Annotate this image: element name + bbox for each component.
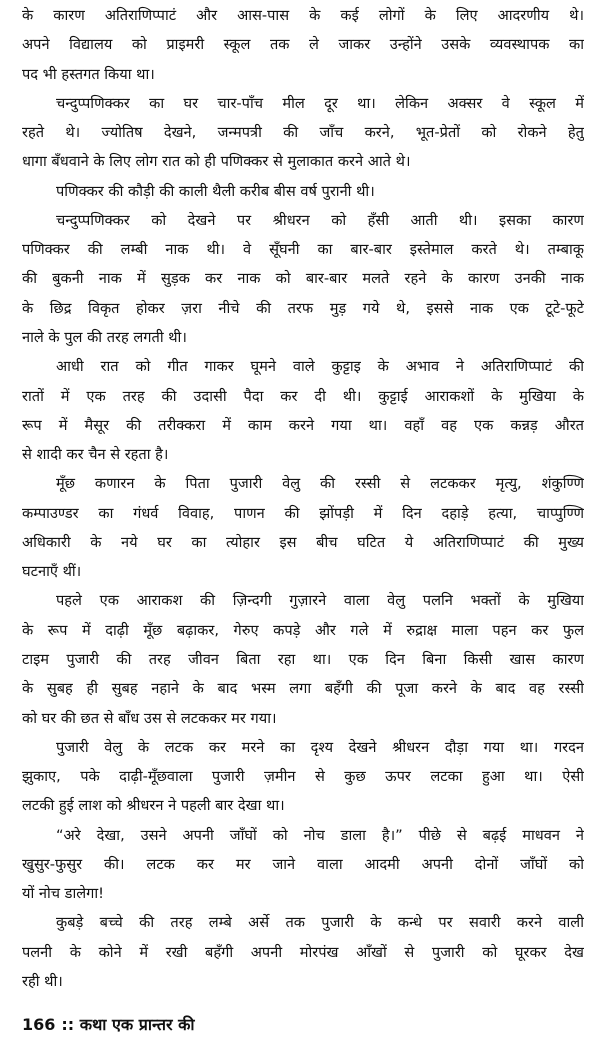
text-line: “अरे देखा, उसने अपनी जाँघों को नोच डाला है।” पीछे से बढ़ई माधवन ने bbox=[56, 827, 584, 844]
text-line: मूँछ कणारन के पिता पुजारी वेलु की रस्सी से लटककर मृत्यु, शंकुण्णि bbox=[56, 475, 584, 492]
text-line: चन्दुप्पणिक्कर का घर चार-पाँच मील दूर था। लेकिन अक्सर वे स्कूल में bbox=[56, 95, 584, 112]
text-line: के छिद्र विकृत होकर ज़रा नीचे की तरफ मुड़ गये थे, इससे नाक एक टूटे-फूटे bbox=[22, 300, 584, 317]
text-line: घटनाएँ थीं। bbox=[22, 563, 82, 580]
text-line: पणिक्कर की कौड़ी की काली थैली करीब बीस वर्ष पुरानी थी। bbox=[56, 183, 375, 200]
text-line: के सुबह ही सुबह नहाने के बाद भस्म लगा बहँगी की पूजा करने के बाद वह रस्सी bbox=[22, 680, 584, 697]
text-line: आधी रात को गीत गाकर घूमने वाले कुट्टाइ के अभाव ने अतिराणिप्पाटं की bbox=[56, 358, 584, 375]
text-line: यों नोच डालेगा! bbox=[22, 885, 104, 902]
text-line: रातों में एक तरह की उदासी पैदा कर दी थी। कुट्टाई आराकशों के मुखिया के bbox=[22, 388, 584, 405]
text-line: पद भी हस्तगत किया था। bbox=[22, 66, 155, 83]
page-number: 166 bbox=[22, 1015, 56, 1034]
text-line: अपने विद्यालय को प्राइमरी स्कूल तक ले जाकर उन्होंने उसके व्यवस्थापक का bbox=[22, 36, 584, 53]
text-line: पलनी के कोने में रखी बहँगी अपनी मोरपंख आँखों से पुजारी को घूरकर देख bbox=[22, 944, 584, 961]
footer-separator: :: bbox=[61, 1015, 75, 1034]
page-footer bbox=[22, 1014, 195, 1036]
text-line: रूप में मैसूर की तरीक्करा में काम करने गया था। वहाँ वह एक कन्नड़ औरत bbox=[22, 417, 584, 434]
text-line: को घर की छत से बाँध उस से लटककर मर गया। bbox=[22, 710, 277, 727]
text-line: पुजारी वेलु के लटक कर मरने का दृश्य देखने श्रीधरन दौड़ा गया था। गरदन bbox=[56, 739, 584, 756]
text-line: की बुकनी नाक में सुड़क कर नाक को बार-बार मलते रहने के कारण उनकी नाक bbox=[22, 270, 584, 287]
text-line: रही थी। bbox=[22, 973, 63, 990]
text-line: से शादी कर चैन से रहता है। bbox=[22, 446, 169, 463]
text-line: पणिक्कर की लम्बी नाक थी। वे सूँघनी का बार-बार इस्तेमाल करते थे। तम्बाकू bbox=[22, 241, 584, 258]
book-title: कथा एक प्रान्तर की bbox=[79, 1015, 195, 1034]
text-line: टाइम पुजारी की तरह जीवन बिता रहा था। एक दिन बिना किसी खास कारण bbox=[22, 651, 584, 668]
text-line: के कारण अतिराणिप्पाटं और आस-पास के कई लोगों के लिए आदरणीय थे। bbox=[22, 7, 584, 24]
text-line: लटकी हुई लाश को श्रीधरन ने पहली बार देखा था। bbox=[22, 797, 285, 814]
text-line: रहते थे। ज्योतिष देखने, जन्मपत्री की जाँच करने, भूत-प्रेतों को रोकने हेतु bbox=[22, 124, 584, 141]
text-line: के रूप में दाढ़ी मूँछ बढ़ाकर, गेरुए कपड़े और गले में रुद्राक्ष माला पहन कर फुल bbox=[22, 622, 584, 639]
text-line: कुबड़े बच्चे की तरह लम्बे अर्से तक पुजारी के कन्धे पर सवारी करने वाली bbox=[56, 914, 584, 931]
text-line: धागा बँधवाने के लिए लोग रात को ही पणिक्कर से मुलाकात करने आते थे। bbox=[22, 153, 411, 170]
text-line: पहले एक आराकश की ज़िन्दगी गुज़ारने वाला वेलु पलनि भक्तों के मुखिया bbox=[56, 592, 584, 609]
text-line: नाले के पुल की तरह लगती थी। bbox=[22, 329, 187, 346]
text-line: झुकाए, पके दाढ़ी-मूँछवाला पुजारी ज़मीन से कुछ ऊपर लटका हुआ था। ऐसी bbox=[22, 768, 584, 785]
text-line: कम्पाउण्डर का गंधर्व विवाह, पाणन की झोंपड़ी में दिन दहाड़े हत्या, चाप्पुण्णि bbox=[22, 505, 584, 522]
text-line: चन्दुप्पणिक्कर को देखने पर श्रीधरन को हँसी आती थी। इसका कारण bbox=[56, 212, 584, 229]
text-line: अधिकारी के नये घर का त्योहार इस बीच घटित ये अतिराणिप्पाटं की मुख्य bbox=[22, 534, 584, 551]
text-line: खुसुर-फुसुर की। लटक कर मर जाने वाला आदमी अपनी दोनों जाँघों को bbox=[22, 856, 584, 873]
